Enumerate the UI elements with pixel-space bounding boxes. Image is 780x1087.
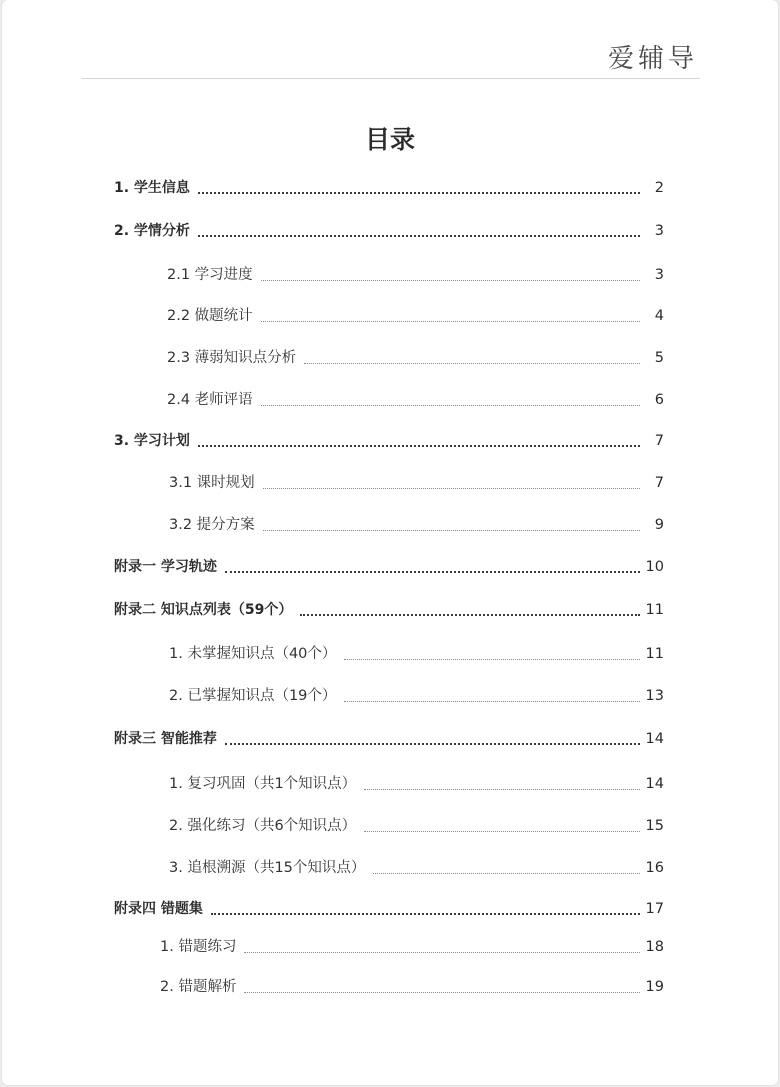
toc-leader-dots	[373, 873, 639, 874]
toc-entry-appendix-1[interactable]	[114, 556, 664, 578]
toc-leader-dots	[261, 280, 640, 281]
toc-entry-label: 3.1 课时规划	[169, 475, 255, 491]
toc-entry-page: 11	[645, 646, 664, 662]
toc-entry-wrong-question-practice[interactable]	[160, 936, 664, 958]
toc-leader-dots	[344, 659, 639, 660]
toc-leader-dots	[244, 952, 639, 953]
toc-entry-label: 3. 学习计划	[114, 433, 190, 449]
table-of-contents	[2, 0, 778, 1085]
toc-entry-appendix-2[interactable]	[114, 599, 664, 621]
toc-entry-page: 14	[645, 731, 664, 747]
toc-leader-dots	[198, 445, 640, 447]
toc-entry-label: 2. 已掌握知识点（19个）	[169, 688, 337, 704]
toc-entry-page: 15	[645, 818, 664, 834]
toc-leader-dots	[225, 571, 640, 573]
toc-title: 目录	[364, 125, 415, 154]
toc-leader-dots	[364, 831, 639, 832]
toc-entry-page: 7	[654, 475, 664, 491]
toc-entry-page: 7	[654, 433, 664, 449]
toc-entry-label: 1. 未掌握知识点（40个）	[169, 646, 337, 662]
toc-entry-improvement-plan[interactable]	[169, 514, 664, 536]
toc-entry-page: 17	[645, 901, 664, 917]
toc-entry-label: 附录二 知识点列表（59个）	[114, 602, 293, 618]
toc-entry-weak-points[interactable]	[167, 347, 664, 369]
toc-entry-label: 附录四 错题集	[114, 901, 203, 917]
toc-entry-teacher-comments[interactable]	[167, 389, 664, 411]
toc-entry-page: 11	[645, 602, 664, 618]
toc-leader-dots	[261, 321, 640, 322]
toc-entry-page: 6	[654, 392, 664, 408]
toc-leader-dots	[211, 913, 640, 915]
toc-leader-dots	[263, 488, 640, 489]
toc-leader-dots	[198, 192, 640, 194]
toc-entry-study-plan[interactable]	[114, 430, 664, 452]
toc-entry-learning-progress[interactable]	[167, 264, 664, 286]
toc-leader-dots	[261, 405, 640, 406]
toc-entry-exercise-stats[interactable]	[167, 305, 664, 327]
toc-leader-dots	[300, 614, 639, 616]
toc-entry-learning-analysis[interactable]	[114, 220, 664, 242]
toc-entry-label: 1. 复习巩固（共1个知识点）	[169, 776, 357, 792]
toc-entry-intensive-practice[interactable]	[169, 815, 664, 837]
toc-entry-root-cause-tracing[interactable]	[169, 857, 664, 879]
toc-entry-mastered-points[interactable]	[169, 685, 664, 707]
toc-entry-label: 3. 追根溯源（共15个知识点）	[169, 860, 366, 876]
toc-leader-dots	[198, 235, 640, 237]
toc-entry-student-info[interactable]	[114, 177, 664, 199]
toc-entry-page: 16	[645, 860, 664, 876]
toc-leader-dots	[304, 363, 640, 364]
toc-entry-label: 2. 错题解析	[160, 979, 237, 995]
toc-entry-label: 2. 强化练习（共6个知识点）	[169, 818, 357, 834]
toc-entry-label: 2. 学情分析	[114, 223, 190, 239]
toc-entry-unmastered-points[interactable]	[169, 643, 664, 665]
toc-entry-page: 18	[645, 939, 664, 955]
toc-entry-page: 4	[654, 308, 664, 324]
toc-entry-page: 3	[654, 267, 664, 283]
toc-leader-dots	[263, 530, 640, 531]
toc-entry-page: 3	[654, 223, 664, 239]
toc-entry-label: 2.3 薄弱知识点分析	[167, 350, 297, 366]
toc-entry-label: 3.2 提分方案	[169, 517, 255, 533]
toc-leader-dots	[225, 743, 640, 745]
toc-entry-label: 2.2 做题统计	[167, 308, 253, 324]
toc-entry-page: 9	[654, 517, 664, 533]
toc-entry-page: 2	[654, 180, 664, 196]
toc-entry-page: 10	[645, 559, 664, 575]
toc-leader-dots	[344, 701, 639, 702]
toc-entry-page: 5	[654, 350, 664, 366]
toc-entry-wrong-question-analysis[interactable]	[160, 976, 664, 998]
toc-entry-review-consolidation[interactable]	[169, 773, 664, 795]
toc-entry-appendix-3[interactable]	[114, 728, 664, 750]
toc-entry-label: 1. 错题练习	[160, 939, 237, 955]
toc-entry-label: 附录三 智能推荐	[114, 731, 217, 747]
toc-leader-dots	[244, 992, 639, 993]
toc-entry-appendix-4[interactable]	[114, 898, 664, 920]
brand-logo-text: 爱辅导	[607, 44, 698, 74]
toc-entry-lesson-schedule[interactable]	[169, 472, 664, 494]
toc-entry-label: 2.1 学习进度	[167, 267, 253, 283]
toc-entry-page: 13	[645, 688, 664, 704]
toc-entry-page: 19	[645, 979, 664, 995]
toc-entry-page: 14	[645, 776, 664, 792]
toc-entry-label: 附录一 学习轨迹	[114, 559, 217, 575]
toc-entry-label: 2.4 老师评语	[167, 392, 253, 408]
document-page	[2, 0, 778, 1085]
toc-entry-label: 1. 学生信息	[114, 180, 190, 196]
toc-leader-dots	[364, 789, 639, 790]
